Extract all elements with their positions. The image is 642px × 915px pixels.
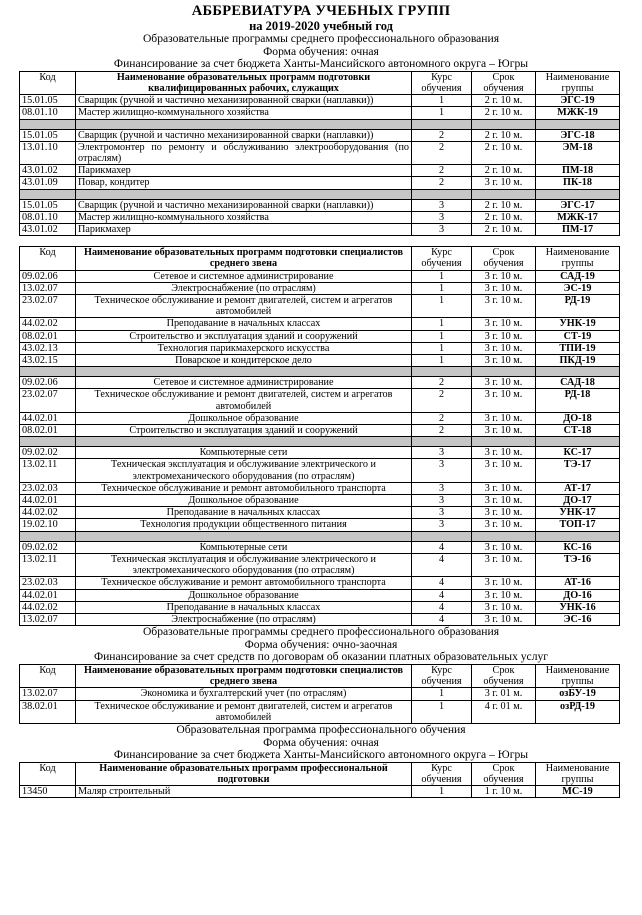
- cell-term: 3 г. 10 м.: [472, 377, 536, 389]
- cell-program-name: Экономика и бухгалтерский учет (по отраслям): [76, 688, 412, 700]
- cell-program-name: Сетевое и системное администрирование: [76, 377, 412, 389]
- cell-code: 09.02.06: [20, 270, 76, 282]
- cell-group: СТ-19: [536, 330, 620, 342]
- cell-program-name: Сварщик (ручной и частично механизированной сварки (наплавки)): [76, 129, 412, 141]
- cell-term: 3 г. 01 м.: [472, 688, 536, 700]
- col-term: Срок обучения: [472, 247, 536, 270]
- cell-course: 4: [412, 613, 472, 625]
- cell-term: 3 г. 10 м.: [472, 589, 536, 601]
- cell-code: 15.01.05: [20, 199, 76, 211]
- cell-course: 4: [412, 601, 472, 613]
- cell-group: МЖК-19: [536, 107, 620, 119]
- table-row: [20, 589, 620, 601]
- cell-program-name: Преподавание в начальных классах: [76, 318, 412, 330]
- cell-code: 44.02.02: [20, 601, 76, 613]
- cell-group: КС-17: [536, 447, 620, 459]
- col-name: Наименование образовательных программ подготовки специалистов среднего звена: [76, 247, 412, 270]
- cell-program-name: Техническое обслуживание и ремонт двигателей, систем и агрегатов автомобилей: [76, 700, 412, 723]
- cell-term: 3 г. 10 м.: [472, 507, 536, 519]
- cell-course: 2: [412, 129, 472, 141]
- cell-program-name: Сварщик (ручной и частично механизированной сварки (наплавки)): [76, 95, 412, 107]
- cell-term: 2 г. 10 м.: [472, 199, 536, 211]
- cell-program-name: Преподавание в начальных классах: [76, 507, 412, 519]
- cell-term: 3 г. 10 м.: [472, 577, 536, 589]
- col-code: Код: [20, 762, 76, 785]
- table-row: [20, 447, 620, 459]
- cell-group: ПКД-19: [536, 355, 620, 367]
- cell-group: РД-19: [536, 295, 620, 318]
- cell-course: 1: [412, 688, 472, 700]
- cell-course: 2: [412, 412, 472, 424]
- cell-group: озБУ-19: [536, 688, 620, 700]
- table-row: [20, 177, 620, 189]
- cell-course: 3: [412, 459, 472, 482]
- cell-program-name: Электроснабжение (по отраслям): [76, 282, 412, 294]
- cell-group: МЖК-17: [536, 211, 620, 223]
- cell-term: 2 г. 10 м.: [472, 95, 536, 107]
- col-code: Код: [20, 71, 76, 94]
- section4-study-form: Форма обучения: очная: [263, 735, 379, 749]
- cell-group: САД-18: [536, 377, 620, 389]
- table-row: [20, 330, 620, 342]
- table-row: [20, 389, 620, 412]
- cell-code: 38.02.01: [20, 700, 76, 723]
- academic-year: на 2019-2020 учебный год: [249, 19, 393, 33]
- course-separator: [20, 367, 620, 377]
- col-group: Наименование группы: [536, 71, 620, 94]
- cell-term: 3 г. 10 м.: [472, 282, 536, 294]
- table-prof-training: [19, 762, 620, 799]
- col-code: Код: [20, 247, 76, 270]
- table-row: [20, 129, 620, 141]
- col-group: Наименование группы: [536, 247, 620, 270]
- table-row: [20, 377, 620, 389]
- cell-program-name: Повар, кондитер: [76, 177, 412, 189]
- cell-course: 3: [412, 519, 472, 531]
- table-row: [20, 553, 620, 576]
- section3-financing: Финансирование за счет средств по договорам об оказании платных образовательных услуг: [93, 650, 549, 664]
- col-course: Курс обучения: [412, 762, 472, 785]
- cell-program-name: Дошкольное образование: [76, 589, 412, 601]
- cell-group: ПК-18: [536, 177, 620, 189]
- cell-course: 1: [412, 95, 472, 107]
- cell-term: 2 г. 10 м.: [472, 129, 536, 141]
- cell-term: 3 г. 10 м.: [472, 412, 536, 424]
- cell-program-name: Техническая эксплуатация и обслуживание электрического и электромеханического оборудования (по отраслям): [76, 459, 412, 482]
- table-parttime-body: [20, 688, 620, 724]
- table-row: [20, 412, 620, 424]
- cell-group: РД-18: [536, 389, 620, 412]
- cell-group: КС-16: [536, 541, 620, 553]
- cell-term: 3 г. 10 м.: [472, 355, 536, 367]
- document-title: АББРЕВИАТУРА УЧЕБНЫХ ГРУПП: [191, 3, 451, 19]
- section1-study-form: Форма обучения: очная: [263, 44, 379, 58]
- cell-course: 2: [412, 141, 472, 164]
- cell-course: 1: [412, 295, 472, 318]
- cell-term: 3 г. 10 м.: [472, 613, 536, 625]
- cell-code: 09.02.02: [20, 447, 76, 459]
- cell-course: 4: [412, 589, 472, 601]
- cell-term: 3 г. 10 м.: [472, 459, 536, 482]
- cell-code: 44.02.02: [20, 318, 76, 330]
- cell-code: 13.02.07: [20, 282, 76, 294]
- section4-financing: Финансирование за счет бюджета Ханты-Мансийского автономного округа – Югры: [113, 748, 529, 762]
- cell-course: 1: [412, 107, 472, 119]
- table-row: [20, 688, 620, 700]
- cell-course: 1: [412, 786, 472, 798]
- cell-code: 13.02.07: [20, 688, 76, 700]
- cell-code: 44.02.01: [20, 412, 76, 424]
- table-specialists-body: [20, 270, 620, 625]
- cell-code: 13450: [20, 786, 76, 798]
- cell-program-name: Компьютерные сети: [76, 447, 412, 459]
- table-row: [20, 295, 620, 318]
- col-group: Наименование группы: [536, 664, 620, 687]
- cell-code: 23.02.03: [20, 482, 76, 494]
- table-row: [20, 495, 620, 507]
- table-row: [20, 270, 620, 282]
- cell-group: ЭГС-19: [536, 95, 620, 107]
- cell-course: 1: [412, 318, 472, 330]
- cell-code: 19.02.10: [20, 519, 76, 531]
- cell-course: 2: [412, 425, 472, 437]
- cell-code: 43.01.02: [20, 224, 76, 236]
- cell-program-name: Техническая эксплуатация и обслуживание электрического и электромеханического оборудования (по отраслям): [76, 553, 412, 576]
- cell-program-name: Маляр строительный: [76, 786, 412, 798]
- cell-course: 2: [412, 377, 472, 389]
- table-row: [20, 700, 620, 723]
- cell-term: 3 г. 10 м.: [472, 270, 536, 282]
- col-term: Срок обучения: [472, 762, 536, 785]
- col-group: Наименование группы: [536, 762, 620, 785]
- course-separator: [20, 119, 620, 129]
- cell-course: 3: [412, 211, 472, 223]
- cell-code: 44.02.01: [20, 589, 76, 601]
- table-row: [20, 165, 620, 177]
- cell-code: 43.02.15: [20, 355, 76, 367]
- cell-course: 4: [412, 553, 472, 576]
- cell-course: 3: [412, 199, 472, 211]
- table-row: [20, 601, 620, 613]
- cell-course: 1: [412, 270, 472, 282]
- course-separator: [20, 437, 620, 447]
- cell-code: 13.01.10: [20, 141, 76, 164]
- cell-term: 2 г. 10 м.: [472, 224, 536, 236]
- table-parttime: [19, 664, 620, 724]
- course-separator: [20, 531, 620, 541]
- course-separator: [20, 189, 620, 199]
- table-row: [20, 425, 620, 437]
- cell-code: 23.02.07: [20, 295, 76, 318]
- cell-group: озРД-19: [536, 700, 620, 723]
- cell-code: 15.01.05: [20, 129, 76, 141]
- cell-course: 2: [412, 389, 472, 412]
- cell-program-name: Мастер жилищно-коммунального хозяйства: [76, 107, 412, 119]
- cell-term: 3 г. 10 м.: [472, 519, 536, 531]
- cell-term: 3 г. 10 м.: [472, 425, 536, 437]
- cell-term: 3 г. 10 м.: [472, 177, 536, 189]
- cell-program-name: Парикмахер: [76, 165, 412, 177]
- cell-course: 2: [412, 177, 472, 189]
- cell-program-name: Техническое обслуживание и ремонт двигателей, систем и агрегатов автомобилей: [76, 389, 412, 412]
- cell-code: 13.02.07: [20, 613, 76, 625]
- cell-group: УНК-19: [536, 318, 620, 330]
- cell-group: ЭМ-18: [536, 141, 620, 164]
- cell-group: ПМ-17: [536, 224, 620, 236]
- cell-term: 3 г. 10 м.: [472, 541, 536, 553]
- table-row: [20, 224, 620, 236]
- table-row: [20, 507, 620, 519]
- cell-code: 08.01.10: [20, 211, 76, 223]
- cell-program-name: Технология продукции общественного питания: [76, 519, 412, 531]
- table-row: [20, 519, 620, 531]
- table-row: [20, 541, 620, 553]
- cell-course: 3: [412, 224, 472, 236]
- col-course: Курс обучения: [412, 664, 472, 687]
- cell-program-name: Компьютерные сети: [76, 541, 412, 553]
- cell-code: 43.02.13: [20, 342, 76, 354]
- cell-term: 3 г. 10 м.: [472, 342, 536, 354]
- cell-course: 2: [412, 165, 472, 177]
- cell-group: ТПИ-19: [536, 342, 620, 354]
- table-row: [20, 786, 620, 798]
- cell-term: 2 г. 10 м.: [472, 165, 536, 177]
- cell-program-name: Строительство и эксплуатация зданий и сооружений: [76, 425, 412, 437]
- cell-program-name: Электромонтер по ремонту и обслуживанию электрооборудования (по отраслям): [76, 141, 412, 164]
- col-term: Срок обучения: [472, 664, 536, 687]
- table-row: [20, 199, 620, 211]
- cell-term: 3 г. 10 м.: [472, 295, 536, 318]
- col-name: Наименование образовательных программ профессиональной подготовки: [76, 762, 412, 785]
- cell-term: 2 г. 10 м.: [472, 211, 536, 223]
- cell-code: 09.02.06: [20, 377, 76, 389]
- cell-term: 3 г. 10 м.: [472, 318, 536, 330]
- cell-code: 15.01.05: [20, 95, 76, 107]
- section4-program-type: Образовательная программа профессионального обучения: [176, 722, 466, 736]
- cell-program-name: Дошкольное образование: [76, 412, 412, 424]
- cell-program-name: Техническое обслуживание и ремонт автомобильного транспорта: [76, 577, 412, 589]
- cell-code: 44.02.01: [20, 495, 76, 507]
- col-code: Код: [20, 664, 76, 687]
- table-row: [20, 141, 620, 164]
- table-row: [20, 282, 620, 294]
- cell-program-name: Электроснабжение (по отраслям): [76, 613, 412, 625]
- cell-program-name: Мастер жилищно-коммунального хозяйства: [76, 211, 412, 223]
- cell-term: 3 г. 10 м.: [472, 482, 536, 494]
- cell-group: ЭГС-17: [536, 199, 620, 211]
- cell-code: 43.01.02: [20, 165, 76, 177]
- cell-course: 1: [412, 355, 472, 367]
- table-row: [20, 107, 620, 119]
- section1-program-type: Образовательные программы среднего профессионального образования: [142, 32, 500, 45]
- cell-course: 3: [412, 495, 472, 507]
- cell-course: 4: [412, 541, 472, 553]
- cell-group: ЭС-16: [536, 613, 620, 625]
- cell-group: ТЭ-16: [536, 553, 620, 576]
- cell-group: ДО-17: [536, 495, 620, 507]
- cell-code: 13.02.11: [20, 553, 76, 576]
- cell-code: 08.02.01: [20, 330, 76, 342]
- cell-course: 3: [412, 482, 472, 494]
- cell-term: 3 г. 10 м.: [472, 330, 536, 342]
- cell-group: СТ-18: [536, 425, 620, 437]
- cell-code: 23.02.03: [20, 577, 76, 589]
- cell-group: ТЭ-17: [536, 459, 620, 482]
- cell-code: 43.01.09: [20, 177, 76, 189]
- cell-program-name: Поварское и кондитерское дело: [76, 355, 412, 367]
- cell-group: ЭС-19: [536, 282, 620, 294]
- cell-course: 3: [412, 447, 472, 459]
- cell-course: 1: [412, 330, 472, 342]
- cell-program-name: Дошкольное образование: [76, 495, 412, 507]
- cell-group: УНК-17: [536, 507, 620, 519]
- cell-program-name: Парикмахер: [76, 224, 412, 236]
- cell-code: 08.01.10: [20, 107, 76, 119]
- cell-code: 09.02.02: [20, 541, 76, 553]
- cell-term: 3 г. 10 м.: [472, 447, 536, 459]
- col-name: Наименование образовательных программ подготовки специалистов среднего звена: [76, 664, 412, 687]
- cell-program-name: Технология парикмахерского искусства: [76, 342, 412, 354]
- cell-course: 3: [412, 507, 472, 519]
- cell-course: 4: [412, 577, 472, 589]
- table-workers: [19, 71, 620, 236]
- table-prof-training-body: [20, 786, 620, 798]
- cell-code: 23.02.07: [20, 389, 76, 412]
- cell-term: 2 г. 10 м.: [472, 141, 536, 164]
- col-course: Курс обучения: [412, 71, 472, 94]
- table-row: [20, 577, 620, 589]
- cell-group: АТ-17: [536, 482, 620, 494]
- cell-group: САД-19: [536, 270, 620, 282]
- table-row: [20, 342, 620, 354]
- cell-code: 44.02.02: [20, 507, 76, 519]
- col-name: Наименование образовательных программ подготовки квалифицированных рабочих, служащих: [76, 71, 412, 94]
- section1-financing: Финансирование за счет бюджета Ханты-Мансийского автономного округа – Югры: [113, 57, 529, 71]
- cell-term: 3 г. 10 м.: [472, 389, 536, 412]
- table-row: [20, 211, 620, 223]
- col-course: Курс обучения: [412, 247, 472, 270]
- cell-term: 1 г. 10 м.: [472, 786, 536, 798]
- cell-program-name: Строительство и эксплуатация зданий и сооружений: [76, 330, 412, 342]
- col-term: Срок обучения: [472, 71, 536, 94]
- cell-code: 08.02.01: [20, 425, 76, 437]
- section3-program-type: Образовательные программы среднего профессионального образования: [142, 625, 500, 639]
- table-row: [20, 95, 620, 107]
- cell-group: УНК-16: [536, 601, 620, 613]
- table-row: [20, 613, 620, 625]
- cell-term: 3 г. 10 м.: [472, 601, 536, 613]
- cell-course: 1: [412, 282, 472, 294]
- cell-group: АТ-16: [536, 577, 620, 589]
- cell-group: ДО-18: [536, 412, 620, 424]
- cell-group: ТОП-17: [536, 519, 620, 531]
- table-row: [20, 355, 620, 367]
- cell-code: 13.02.11: [20, 459, 76, 482]
- table-row: [20, 459, 620, 482]
- section3-study-form: Форма обучения: очно-заочная: [244, 637, 398, 651]
- cell-group: МС-19: [536, 786, 620, 798]
- cell-group: ПМ-18: [536, 165, 620, 177]
- cell-term: 4 г. 01 м.: [472, 700, 536, 723]
- cell-program-name: Преподавание в начальных классах: [76, 601, 412, 613]
- cell-term: 2 г. 10 м.: [472, 107, 536, 119]
- table-specialists: [19, 246, 620, 626]
- cell-program-name: Техническое обслуживание и ремонт автомобильного транспорта: [76, 482, 412, 494]
- table-row: [20, 482, 620, 494]
- cell-program-name: Сварщик (ручной и частично механизированной сварки (наплавки)): [76, 199, 412, 211]
- cell-group: ЭГС-18: [536, 129, 620, 141]
- cell-term: 3 г. 10 м.: [472, 553, 536, 576]
- cell-program-name: Техническое обслуживание и ремонт двигателей, систем и агрегатов автомобилей: [76, 295, 412, 318]
- cell-course: 1: [412, 342, 472, 354]
- cell-term: 3 г. 10 м.: [472, 495, 536, 507]
- cell-group: ДО-16: [536, 589, 620, 601]
- cell-program-name: Сетевое и системное администрирование: [76, 270, 412, 282]
- table-workers-body: [20, 95, 620, 236]
- cell-course: 1: [412, 700, 472, 723]
- table-row: [20, 318, 620, 330]
